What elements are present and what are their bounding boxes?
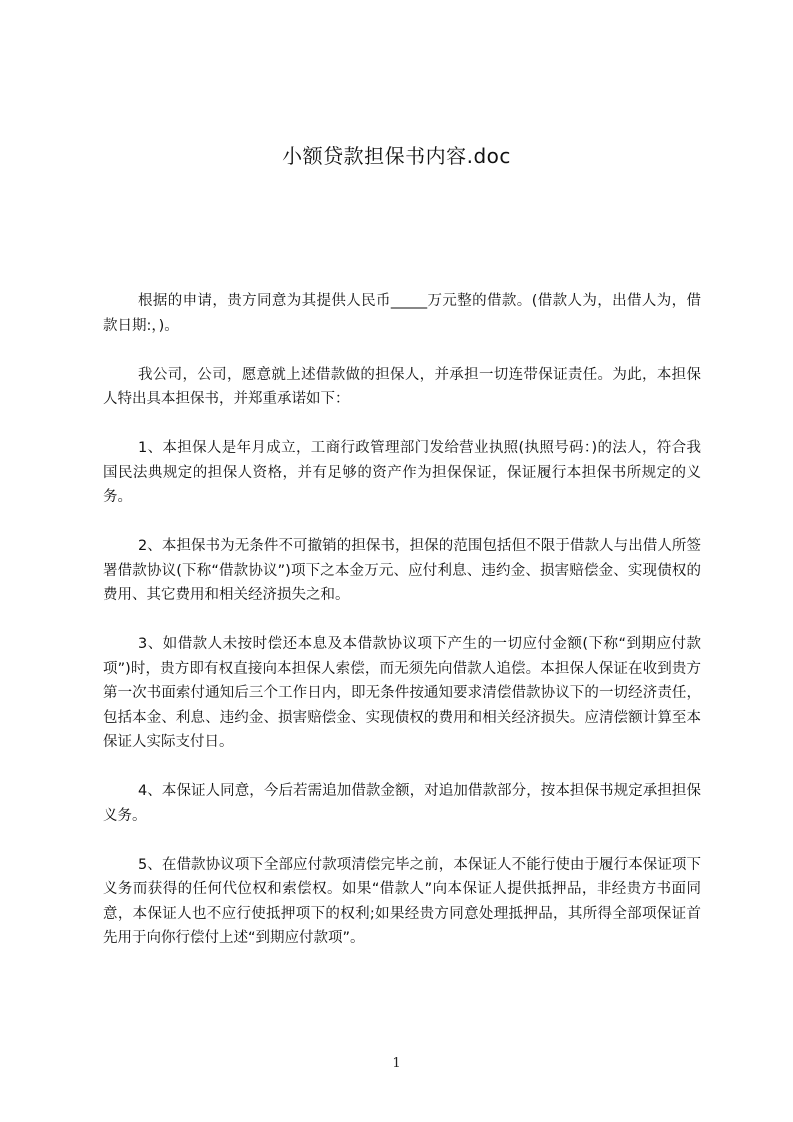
page-number: 1 <box>392 1056 401 1071</box>
document-body <box>103 289 701 975</box>
paragraph-clause-3: 3、如借款人未按时偿还本息及本借款协议项下产生的一切应付金额(下称“到期应付款项”)时，贵方即有权直接向本担保人索偿，而无须先向借款人追偿。本担保人保证在收到贵方第一次书面索付通知后三个工作日内，即无条件按通知要求清偿借款协议下的一切经济责任，包括本金、利息、违约金、损害赔偿金、实现债权的费用和相关经济损失。应清偿额计算至本保证人实际支付日。 <box>103 636 701 750</box>
paragraph-clause-2: 2、本担保书为无条件不可撤销的担保书，担保的范围包括但不限于借款人与出借人所签署借款协议(下称“借款协议”)项下之本金万元、应付利息、违约金、损害赔偿金、实现债权的费用、其它费用和相关经济损失之和。 <box>103 538 701 603</box>
paragraph-intro: 根据的申请，贵方同意为其提供人民币_____万元整的借款。(借款人为，出借人为，借款日期:，)。 <box>103 293 701 334</box>
paragraph-clause-1: 1、本担保人是年月成立，工商行政管理部门发给营业执照(执照号码：)的法人，符合我国民法典规定的担保人资格，并有足够的资产作为担保保证，保证履行本担保书所规定的义务。 <box>103 440 701 505</box>
paragraph-commitment: 我公司，公司，愿意就上述借款做的担保人，并承担一切连带保证责任。为此，本担保人特出具本担保书，并郑重承诺如下： <box>103 366 701 407</box>
paragraph-clause-5: 5、在借款协议项下全部应付款项清偿完毕之前，本保证人不能行使由于履行本保证项下义务而获得的任何代位权和索偿权。如果“借款人”向本保证人提供抵押品，非经贵方书面同意，本保证人也不应行使抵押项下的权利;如果经贵方同意处理抵押品，其所得全部项保证首先用于向你行偿付上述“到期应付款项”。 <box>103 856 701 946</box>
paragraph-clause-4: 4、本保证人同意，今后若需追加借款金额，对追加借款部分，按本担保书规定承担担保义务。 <box>103 783 701 824</box>
document-title: 小额贷款担保书内容.doc <box>282 144 511 168</box>
